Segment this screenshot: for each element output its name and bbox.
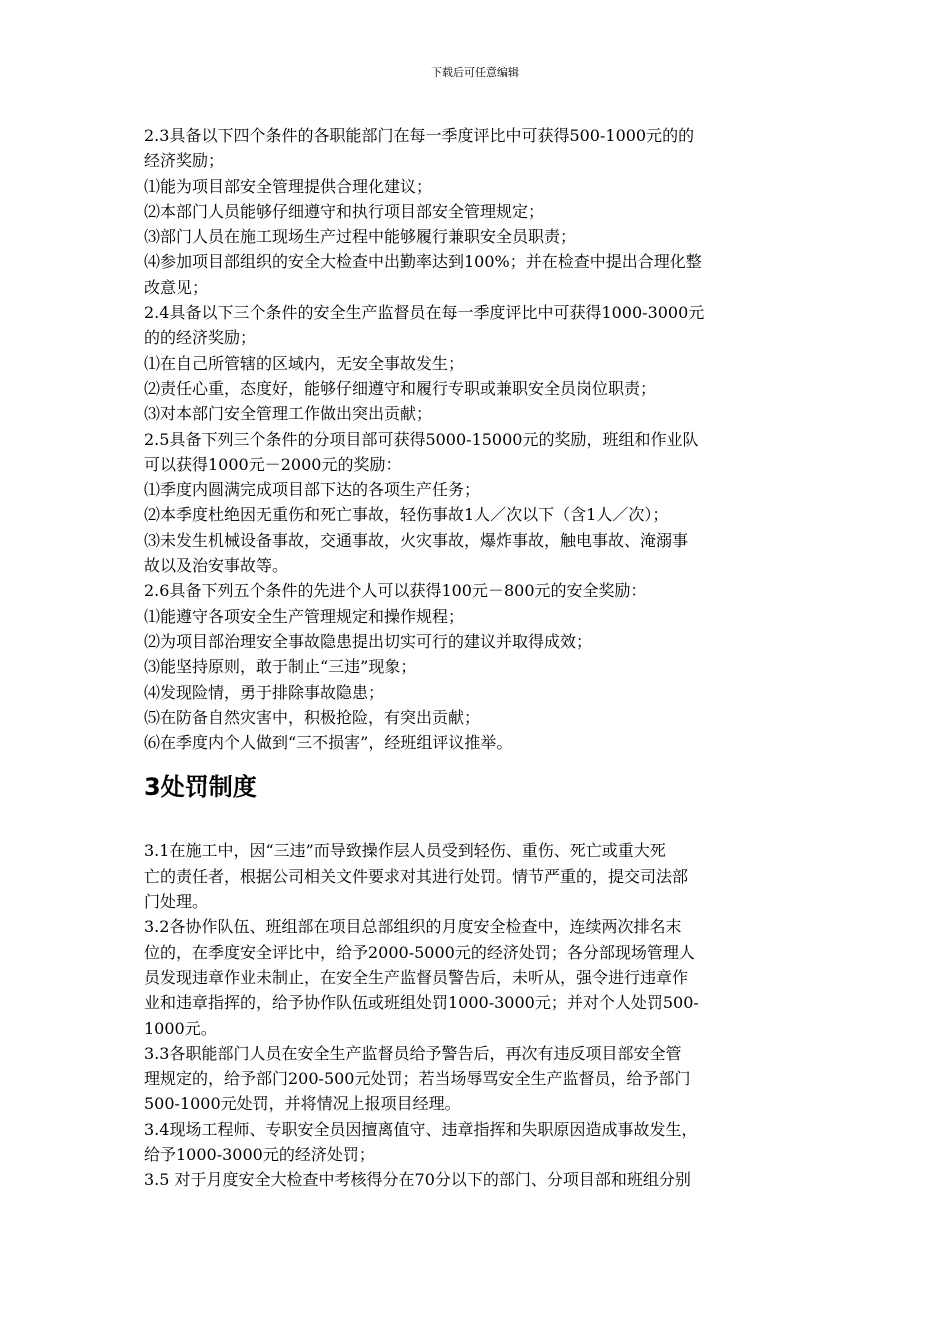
text-line: ⑵责任心重，态度好，能够仔细遵守和履行专职或兼职安全员岗位职责； [144, 378, 657, 398]
text-line: 可以获得1000元－2000元的奖励： [144, 454, 402, 474]
text-line: ⑷参加项目部组织的安全大检查中出勤率达到100%；并在检查中提出合理化整 [144, 252, 702, 272]
text-line: 500-1000元处罚，并将情况上报项目经理。 [144, 1094, 461, 1114]
text-line: 2.4具备以下三个条件的安全生产监督员在每一季度评比中可获得1000-3000元 [144, 303, 705, 323]
text-line: 2.6具备下列五个条件的先进个人可以获得100元－800元的安全奖励： [144, 581, 647, 601]
text-line: ⑵本季度杜绝因无重伤和死亡事故，轻伤事故1人／次以下（含1人／次）； [144, 505, 669, 525]
text-line: 业和违章指挥的，给予协作队伍或班组处罚1000-3000元；并对个人处罚500- [144, 993, 699, 1013]
text-line: 经济奖励； [144, 151, 225, 171]
text-line: 给予1000-3000元的经济处罚； [144, 1144, 375, 1164]
text-line: ⑹在季度内个人做到“三不损害”，经班组评议推举。 [144, 733, 513, 753]
text-line: 的的经济奖励； [144, 328, 257, 348]
text-line: ⑴季度内圆满完成项目部下达的各项生产任务； [144, 480, 481, 500]
text-line: 3.3各职能部门人员在安全生产监督员给予警告后，再次有违反项目部安全管 [144, 1043, 682, 1063]
text-line: ⑵为项目部治理安全事故隐患提出切实可行的建议并取得成效； [144, 631, 593, 651]
text-line: ⑶对本部门安全管理工作做出突出贡献； [144, 404, 433, 424]
text-line: 员发现违章作业未制止，在安全生产监督员警告后，未听从，强令进行违章作 [144, 967, 689, 987]
document-body [144, 123, 812, 1193]
page-header: 下载后可任意编辑 [431, 66, 519, 79]
text-line: 3.5 对于月度安全大检查中考核得分在70分以下的部门、分项目部和班组分别 [144, 1170, 691, 1190]
text-line: 3.1在施工中，因“三违”而导致操作层人员受到轻伤、重伤、死亡或重大死 [144, 841, 666, 861]
text-line: ⑴能遵守各项安全生产管理规定和操作规程； [144, 606, 465, 626]
text-line: ⑴能为项目部安全管理提供合理化建议； [144, 176, 433, 196]
text-line: 3.4现场工程师、专职安全员因擅离值守、违章指挥和失职原因造成事故发生， [144, 1119, 698, 1139]
text-line: 亡的责任者，根据公司相关文件要求对其进行处罚。情节严重的，提交司法部 [144, 866, 689, 886]
text-line: 门处理。 [144, 892, 209, 912]
text-line: ⑶能坚持原则，敢于制止“三违”现象； [144, 657, 417, 677]
text-line: 2.3具备以下四个条件的各职能部门在每一季度评比中可获得500-1000元的的 [144, 126, 695, 145]
text-line: 故以及治安事故等。 [144, 556, 289, 576]
text-line: 3.2各协作队伍、班组部在项目总部组织的月度安全检查中，连续两次排名末 [144, 917, 682, 937]
text-line: ⑶部门人员在施工现场生产过程中能够履行兼职安全员职责； [144, 227, 577, 247]
text-line: 2.5具备下列三个条件的分项目部可获得5000-15000元的奖励，班组和作业队 [144, 429, 699, 449]
text-line: ⑷发现险情，勇于排除事故隐患； [144, 682, 385, 702]
text-line: ⑴在自己所管辖的区域内，无安全事故发生； [144, 353, 465, 373]
section-spacer [144, 802, 812, 838]
section-heading: 3处罚制度 [144, 773, 257, 802]
rewards-section [144, 123, 812, 755]
text-line: ⑵本部门人员能够仔细遵守和执行项目部安全管理规定； [144, 201, 545, 221]
text-line: 改意见； [144, 277, 209, 297]
text-line: ⑶未发生机械设备事故，交通事故，火灾事故，爆炸事故，触电事故、淹溺事 [144, 530, 689, 550]
text-line: ⑸在防备自然灾害中，积极抢险，有突出贡献； [144, 707, 481, 727]
text-line: 理规定的，给予部门200-500元处罚；若当场辱骂安全生产监督员，给予部门 [144, 1069, 691, 1089]
text-line: 位的，在季度安全评比中，给予2000-5000元的经济处罚；各分部现场管理人 [144, 942, 695, 962]
text-line: 1000元。 [144, 1018, 217, 1038]
penalty-section [144, 838, 812, 1192]
